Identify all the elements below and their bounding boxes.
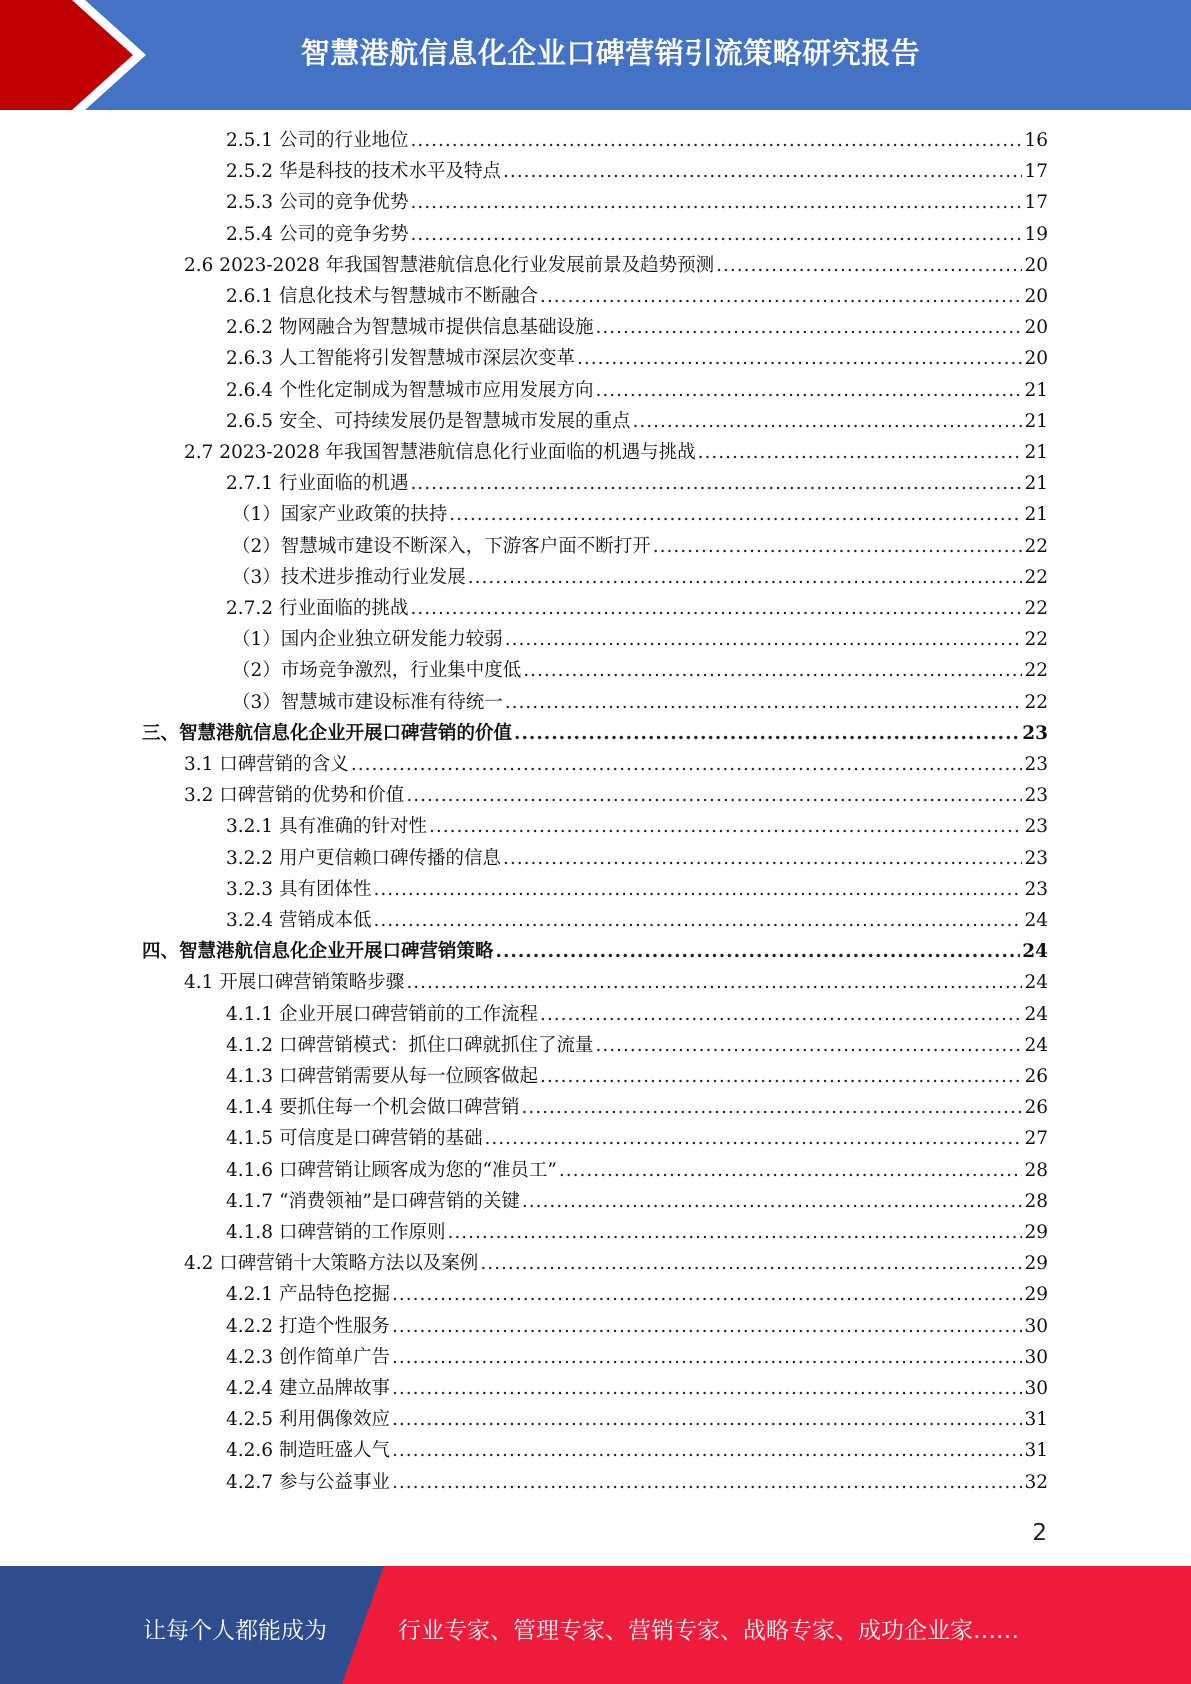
toc-leader-dots: [505, 689, 1023, 717]
toc-entry-title: 3.2.4 营销成本低: [226, 910, 372, 931]
toc-entry-page: 22: [1024, 598, 1048, 619]
toc-entry[interactable]: [184, 1250, 1048, 1278]
toc-entry[interactable]: [226, 158, 1048, 186]
toc-entry-page: 23: [1024, 847, 1048, 869]
toc-entry-title: 三、智慧港航信息化企业开展口碑营销的价值: [142, 722, 513, 744]
toc-entry[interactable]: [226, 1375, 1048, 1403]
toc-leader-dots: [577, 345, 1022, 373]
toc-entry-page: 20: [1024, 317, 1048, 339]
toc-leader-dots: [503, 158, 1022, 186]
toc-entry[interactable]: [226, 1313, 1048, 1341]
toc-entry-page: 24: [1024, 972, 1048, 994]
toc-leader-dots: [559, 1157, 1023, 1185]
toc-entry-page: 22: [1024, 691, 1048, 713]
toc-leader-dots: [410, 595, 1022, 623]
toc-entry-page: 26: [1024, 1097, 1048, 1119]
toc-entry[interactable]: [184, 969, 1048, 997]
toc-leader-dots: [522, 1188, 1023, 1216]
toc-entry-title: 4.2.1 产品特色挖掘: [226, 1284, 390, 1306]
toc-entry[interactable]: [184, 782, 1048, 810]
toc-entry-page: 26: [1024, 1066, 1048, 1087]
toc-entry-title: 4.1.8 口碑营销的工作原则: [226, 1222, 446, 1243]
toc-entry-title: （2）智慧城市建设不断深入，下游客户面不断打开: [232, 535, 651, 557]
toc-entry-title: 3.2.2 用户更信赖口碑传播的信息: [226, 847, 501, 869]
toc-entry[interactable]: [226, 189, 1048, 217]
toc-leader-dots: [429, 813, 1022, 841]
toc-entry-title: （1）国家产业政策的扶持: [232, 504, 448, 526]
toc-entry-title: 2.5.3 公司的竞争优势: [226, 192, 409, 214]
toc-entry-page: 30: [1024, 1315, 1048, 1337]
toc-leader-dots: [523, 657, 1022, 685]
toc-entry-title: 4.1.4 要抓住每一个机会做口碑营销: [226, 1097, 520, 1119]
toc-leader-dots: [632, 408, 1022, 436]
toc-entry-title: 4.1.6 口碑营销让顾客成为您的“准员工”: [226, 1159, 557, 1181]
toc-entry[interactable]: [184, 751, 1048, 779]
report-title: 智慧港航信息化企业口碑营销引流策略研究报告: [300, 36, 921, 70]
footer-slogan-right: 行业专家、管理专家、营销专家、战略专家、成功企业家……: [398, 1618, 1019, 1644]
toc-entry[interactable]: [226, 314, 1048, 342]
toc-entry[interactable]: [226, 1157, 1048, 1185]
toc-leader-dots: [698, 439, 1023, 467]
toc-entry-page: 22: [1024, 535, 1048, 557]
toc-entry-title: 2.7.2 行业面临的挑战: [226, 598, 409, 619]
toc-entry-title: 4.2 口碑营销十大策略方法以及案例: [184, 1253, 479, 1275]
toc-leader-dots: [392, 1406, 1022, 1434]
toc-entry-page: 29: [1024, 1222, 1048, 1243]
toc-entry[interactable]: [226, 408, 1048, 436]
toc-entry-page: 20: [1024, 254, 1048, 276]
toc-entry-page: 23: [1024, 878, 1048, 900]
toc-leader-dots: [406, 969, 1022, 997]
toc-entry-page: 20: [1024, 286, 1048, 307]
toc-entry-page: 21: [1024, 410, 1048, 432]
toc-leader-dots: [503, 845, 1022, 873]
toc-entry[interactable]: [226, 1437, 1048, 1465]
toc-entry-page: 30: [1024, 1378, 1048, 1399]
toc-entry-page: 21: [1024, 504, 1048, 526]
toc-entry-title: 2.7 2023-2028 年我国智慧港航信息化行业面临的机遇与挑战: [184, 442, 696, 463]
toc-entry[interactable]: [232, 501, 1048, 529]
toc-entry-page: 24: [1024, 1003, 1048, 1025]
toc-leader-dots: [514, 720, 1020, 748]
toc-entry-page: 24: [1022, 941, 1048, 963]
toc-entry-page: 27: [1024, 1128, 1048, 1150]
toc-leader-dots: [540, 1063, 1022, 1091]
toc-entry-page: 22: [1024, 566, 1048, 588]
toc-entry[interactable]: [226, 1406, 1048, 1434]
toc-entry[interactable]: [226, 1032, 1048, 1060]
toc-entry-page: 23: [1024, 816, 1048, 838]
toc-entry[interactable]: [142, 720, 1048, 748]
toc-entry-page: 30: [1024, 1346, 1048, 1368]
toc-entry[interactable]: [232, 533, 1048, 561]
toc-entry-page: 31: [1024, 1409, 1048, 1431]
toc-entry[interactable]: [226, 1125, 1048, 1153]
toc-leader-dots: [505, 626, 1023, 654]
toc-leader-dots: [468, 564, 1023, 592]
toc-leader-dots: [480, 1250, 1022, 1278]
toc-leader-dots: [496, 938, 1021, 966]
toc-entry-page: 31: [1024, 1440, 1048, 1462]
toc-entry[interactable]: [226, 377, 1048, 405]
toc-leader-dots: [484, 1125, 1022, 1153]
toc-leader-dots: [406, 782, 1022, 810]
toc-leader-dots: [716, 252, 1022, 280]
toc-entry-title: 2.6.3 人工智能将引发智慧城市深层次变革: [226, 348, 575, 370]
toc-leader-dots: [653, 533, 1023, 561]
toc-leader-dots: [595, 377, 1022, 405]
toc-entry-title: 2.6.1 信息化技术与智慧城市不断融合: [226, 286, 538, 307]
toc-leader-dots: [392, 1375, 1022, 1403]
toc-entry-title: 2.5.2 华是科技的技术水平及特点: [226, 161, 501, 183]
toc-entry-page: 16: [1024, 130, 1048, 151]
toc-entry-title: 2.6.4 个性化定制成为智慧城市应用发展方向: [226, 379, 594, 401]
toc-entry[interactable]: [226, 813, 1048, 841]
toc-entry-page: 28: [1024, 1159, 1048, 1181]
toc-entry-title: 2.5.4 公司的竞争劣势: [226, 223, 409, 245]
toc-entry-title: 2.6.2 物网融合为智慧城市提供信息基础设施: [226, 317, 594, 339]
toc-entry-title: 4.2.3 创作简单广告: [226, 1346, 390, 1368]
toc-entry-title: 4.1 开展口碑营销策略步骤: [184, 972, 405, 994]
toc-leader-dots: [373, 907, 1022, 935]
toc-leader-dots: [410, 189, 1022, 217]
toc-entry-title: 2.5.1 公司的行业地位: [226, 130, 409, 151]
toc-entry-title: 4.2.4 建立品牌故事: [226, 1378, 390, 1399]
toc-entry[interactable]: [226, 127, 1048, 155]
toc-entry-title: 2.6.5 安全、可持续发展仍是智慧城市发展的重点: [226, 410, 631, 432]
toc-entry-title: （2）市场竞争激烈，行业集中度低: [232, 660, 522, 682]
toc-entry[interactable]: [226, 595, 1048, 623]
toc-entry-title: 4.2.7 参与公益事业: [226, 1471, 390, 1493]
toc-entry[interactable]: [232, 626, 1048, 654]
toc-entry-page: 29: [1024, 1253, 1048, 1275]
toc-entry[interactable]: [226, 1001, 1048, 1029]
toc-entry-page: 23: [1024, 754, 1048, 775]
toc-entry-page: 24: [1024, 1034, 1048, 1056]
toc-leader-dots: [521, 1094, 1022, 1122]
toc-entry-page: 21: [1024, 442, 1048, 463]
toc-entry[interactable]: [226, 1188, 1048, 1216]
page-footer: [0, 1566, 1191, 1684]
toc-entry-title: 4.1.3 口碑营销需要从每一位顾客做起: [226, 1066, 538, 1087]
toc-entry-title: 2.6 2023-2028 年我国智慧港航信息化行业发展前景及趋势预测: [184, 254, 715, 276]
toc-entry-page: 28: [1024, 1190, 1048, 1212]
toc-entry-page: 19: [1024, 223, 1048, 245]
toc-entry[interactable]: [142, 938, 1048, 966]
toc-entry[interactable]: [232, 689, 1048, 717]
page-number: 2: [1032, 1520, 1047, 1546]
toc-entry-page: 32: [1024, 1471, 1048, 1493]
toc-entry-title: 3.2.1 具有准确的针对性: [226, 816, 427, 838]
toc-leader-dots: [410, 127, 1022, 155]
toc-leader-dots: [447, 1219, 1022, 1247]
toc-leader-dots: [392, 1344, 1022, 1372]
toc-entry[interactable]: [184, 439, 1048, 467]
footer-slogan-left: 让每个人都能成为: [143, 1618, 327, 1644]
toc-leader-dots: [540, 1001, 1022, 1029]
toc-entry[interactable]: [226, 907, 1048, 935]
toc-entry-page: 23: [1022, 722, 1048, 744]
toc-entry-title: 2.7.1 行业面临的机遇: [226, 473, 409, 495]
toc-entry[interactable]: [226, 283, 1048, 311]
toc-entry-page: 23: [1024, 785, 1048, 807]
toc-entry-title: 四、智慧港航信息化企业开展口碑营销策略: [142, 941, 494, 963]
toc-leader-dots: [410, 221, 1022, 249]
toc-entry[interactable]: [226, 1094, 1048, 1122]
toc-entry[interactable]: [184, 252, 1048, 280]
toc-entry-title: 3.2.3 具有团体性: [226, 878, 372, 900]
toc-entry[interactable]: [226, 1469, 1048, 1497]
toc-leader-dots: [392, 1469, 1022, 1497]
toc-entry[interactable]: [226, 845, 1048, 873]
toc-leader-dots: [392, 1437, 1022, 1465]
toc-leader-dots: [392, 1313, 1022, 1341]
toc-entry[interactable]: [226, 1063, 1048, 1091]
toc-entry-page: 22: [1024, 660, 1048, 682]
toc-leader-dots: [410, 470, 1022, 498]
toc-entry-page: 20: [1024, 348, 1048, 370]
toc-leader-dots: [595, 314, 1022, 342]
toc-entry-title: 4.2.5 利用偶像效应: [226, 1409, 390, 1431]
toc-entry[interactable]: [232, 657, 1048, 685]
toc-entry[interactable]: [232, 564, 1048, 592]
toc-entry-title: 4.1.1 企业开展口碑营销前的工作流程: [226, 1003, 538, 1025]
toc-entry[interactable]: [226, 1219, 1048, 1247]
toc-leader-dots: [449, 501, 1022, 529]
toc-entry-page: 21: [1024, 379, 1048, 401]
toc-leader-dots: [373, 876, 1022, 904]
toc-leader-dots: [540, 283, 1022, 311]
toc-entry[interactable]: [226, 345, 1048, 373]
toc-entry-title: 4.1.2 口碑营销模式：抓住口碑就抓住了流量: [226, 1034, 594, 1056]
toc-entry-title: （1）国内企业独立研发能力较弱: [232, 629, 503, 651]
toc-entry[interactable]: [226, 221, 1048, 249]
toc-entry-title: （3）技术进步推动行业发展: [232, 566, 466, 588]
toc-entry[interactable]: [226, 1344, 1048, 1372]
toc-entry-page: 24: [1024, 910, 1048, 931]
toc-entry[interactable]: [226, 1281, 1048, 1309]
toc-entry-title: 4.1.5 可信度是口碑营销的基础: [226, 1128, 483, 1150]
toc-entry[interactable]: [226, 876, 1048, 904]
toc-leader-dots: [595, 1032, 1022, 1060]
toc-leader-dots: [351, 751, 1023, 779]
toc-entry-page: 17: [1024, 192, 1048, 214]
toc-entry-title: 4.1.7 “消费领袖”是口碑营销的关键: [226, 1190, 520, 1212]
toc-entry-page: 17: [1024, 161, 1048, 183]
toc-entry-title: （3）智慧城市建设标准有待统一: [232, 691, 503, 713]
toc-entry-title: 4.2.6 制造旺盛人气: [226, 1440, 390, 1462]
toc-entry-title: 3.1 口碑营销的含义: [184, 754, 349, 775]
toc-leader-dots: [392, 1281, 1022, 1309]
toc-entry-page: 22: [1024, 629, 1048, 651]
toc-entry-title: 3.2 口碑营销的优势和价值: [184, 785, 405, 807]
page-header: [0, 0, 1191, 110]
toc-entry-title: 4.2.2 打造个性服务: [226, 1315, 390, 1337]
toc-entry-page: 29: [1024, 1284, 1048, 1306]
toc-entry[interactable]: [226, 470, 1048, 498]
toc-entry-page: 21: [1024, 473, 1048, 495]
